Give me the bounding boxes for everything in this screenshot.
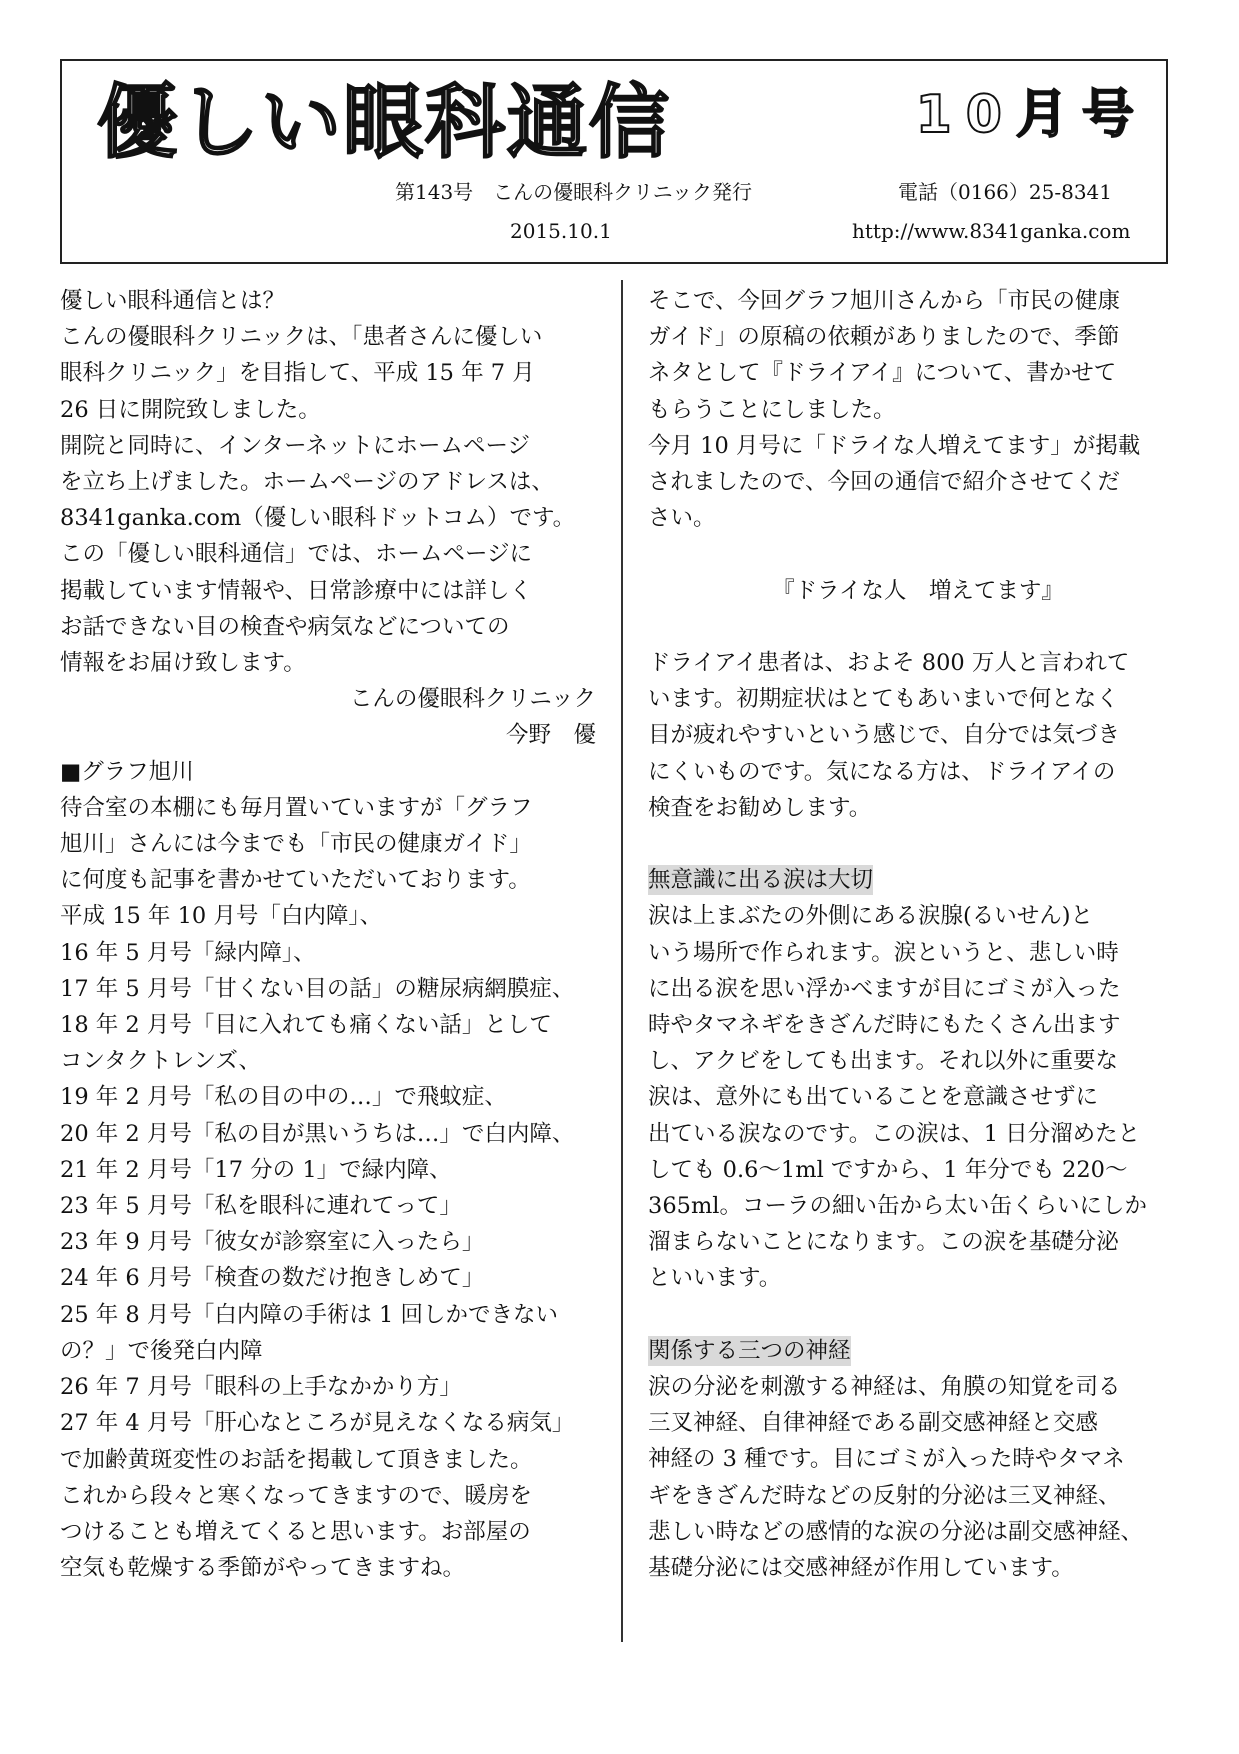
text-line: ネタとして『ドライアイ』について、書かせて xyxy=(648,360,1117,387)
signature-clinic: こんの優眼科クリニック xyxy=(349,686,596,713)
newsletter-title: 優しい眼科通信 xyxy=(97,76,671,169)
text-line: 21 年 2 月号「17 分の 1」で緑内障、 xyxy=(60,1156,452,1183)
text-line: にくいものです。気になる方は、ドライアイの xyxy=(648,758,1116,785)
text-line: こんの優眼科クリニックは、「患者さんに優しい xyxy=(60,324,543,351)
signature-name: 今野 優 xyxy=(505,722,596,749)
text-line: 時やタマネギをきざんだ時にもたくさん出ます xyxy=(648,1012,1121,1039)
text-line: 涙は、意外にも出ていることを意識させずに xyxy=(648,1084,1099,1111)
text-line: 平成 15 年 10 月号「白内障」、 xyxy=(60,903,383,930)
text-line: 25 年 8 月号「白内障の手術は 1 回しかできない xyxy=(60,1301,559,1328)
text-line: 目が疲れやすいという感じで、自分では気づき xyxy=(648,722,1121,749)
text-line: 26 年 7 月号「眼科の上手なかかり方」 xyxy=(60,1374,462,1401)
text-line: 空気も乾燥する季節がやってきますね。 xyxy=(60,1555,466,1582)
subhead-nerves: 関係する三つの神経 xyxy=(648,1337,851,1364)
text-line: 開院と同時に、インターネットにホームページ xyxy=(60,432,531,459)
nerves-section xyxy=(648,1369,1188,1586)
website-url[interactable]: http://www.8341ganka.com xyxy=(852,219,1131,243)
text-line: ドライアイ患者は、およそ 800 万人と言われて xyxy=(648,650,1130,676)
text-line: お話できない目の検査や病気などについての xyxy=(60,613,510,640)
text-line: 悲しい時などの感情的な涙の分泌は副交感神経、 xyxy=(648,1518,1144,1545)
right-intro-section xyxy=(648,283,1188,536)
issue-date: 2015.10.1 xyxy=(510,219,612,243)
issue-month: 10月号 xyxy=(915,85,1148,145)
subhead-tears: 無意識に出る涙は大切 xyxy=(648,867,874,894)
text-line: 18 年 2 月号「目に入れても痛くない話」として xyxy=(60,1012,552,1039)
text-line: 情報をお届け致します。 xyxy=(60,650,306,677)
text-line: 旭川」さんには今までも「市民の健康ガイド」 xyxy=(60,831,532,858)
text-line: ガイド」の原稿の依頼がありましたので、季節 xyxy=(648,324,1120,351)
graph-asahikawa-section xyxy=(60,790,600,1586)
text-line: 16 年 5 月号「緑内障」、 xyxy=(60,939,316,966)
tears-section xyxy=(648,898,1188,1296)
masthead xyxy=(60,59,1168,264)
issue-number-publisher: 第143号 こんの優眼科クリニック発行 xyxy=(395,180,752,204)
text-line: しても 0.6～1ml ですから、1 年分でも 220～ xyxy=(648,1156,1128,1183)
text-line: し、アクビをしても出ます。それ以外に重要な xyxy=(648,1048,1119,1075)
text-line: 出ている涙なのです。この涙は、1 日分溜めたと xyxy=(648,1120,1141,1147)
text-line: で加齢黄斑変性のお話を掲載して頂きました。 xyxy=(60,1446,533,1473)
text-line: 眼科クリニック」を目指して、平成 15 年 7 月 xyxy=(60,360,535,387)
text-line: 基礎分泌には交感神経が作用しています。 xyxy=(648,1555,1074,1582)
text-line: 27 年 4 月号「肝心なところが見えなくなる病気」 xyxy=(60,1410,575,1437)
text-line: そこで、今回グラフ旭川さんから「市民の健康 xyxy=(648,288,1121,314)
article-title: 『ドライな人 増えてます』 xyxy=(772,577,1064,604)
text-line: 26 日に開院致しました。 xyxy=(60,396,321,423)
text-line: 溜まらないことになります。この涙を基礎分泌 xyxy=(648,1229,1119,1256)
phone-number: 電話（0166）25-8341 xyxy=(898,180,1113,204)
text-line: に出る涙を思い浮かべますが目にゴミが入った xyxy=(648,975,1121,1002)
text-line: 19 年 2 月号「私の目の中の…」で飛蚊症、 xyxy=(60,1084,507,1111)
text-line: 涙は上まぶたの外側にある涙腺(るいせん)と xyxy=(648,903,1094,930)
text-line: 24 年 6 月号「検査の数だけ抱きしめて」 xyxy=(60,1265,485,1292)
section-title-graph-asahikawa: ■グラフ旭川 xyxy=(60,758,194,785)
intro-section xyxy=(60,283,600,681)
text-line: います。初期症状はとてもあいまいで何となく xyxy=(648,686,1119,713)
left-column xyxy=(60,283,600,1586)
text-line: 待合室の本棚にも毎月置いていますが「グラフ xyxy=(60,794,533,821)
text-line: 8341ganka.com（優しい眼科ドットコム）です。 xyxy=(60,505,576,532)
text-line: さい。 xyxy=(648,505,716,532)
text-line: を立ち上げました。ホームページのアドレスは、 xyxy=(60,469,554,496)
text-line: 今月 10 月号に「ドライな人増えてます」が掲載 xyxy=(648,432,1141,459)
text-line: に何度も記事を書かせていただいております。 xyxy=(60,867,531,894)
column-divider xyxy=(621,280,623,1642)
text-line: 掲載しています情報や、日常診療中には詳しく xyxy=(60,577,533,604)
text-line: もらうことにしました。 xyxy=(648,396,896,423)
text-line: 優しい眼科通信とは？ xyxy=(60,288,286,314)
text-line: 23 年 5 月号「私を眼科に連れてって」 xyxy=(60,1193,462,1220)
text-line: 23 年 9 月号「彼女が診察室に入ったら」 xyxy=(60,1229,485,1256)
text-line: つけることも増えてくると思います。お部屋の xyxy=(60,1518,531,1545)
text-line: 三叉神経、自律神経である副交感神経と交感 xyxy=(648,1410,1099,1437)
text-line: 20 年 2 月号「私の目が黒いうちは…」で白内障、 xyxy=(60,1120,575,1147)
text-line: 涙の分泌を刺激する神経は、角膜の知覚を司る xyxy=(648,1374,1121,1401)
text-line: 神経の 3 種です。目にゴミが入った時やタマネ xyxy=(648,1446,1125,1473)
text-line: 検査をお勧めします。 xyxy=(648,794,872,821)
text-line: の？」で後発白内障 xyxy=(60,1337,263,1364)
article-body xyxy=(648,645,1188,826)
text-line: ギをきざんだ時などの反射的分泌は三叉神経、 xyxy=(648,1482,1121,1509)
text-line: されましたので、今回の通信で紹介させてくだ xyxy=(648,469,1121,496)
text-line: この「優しい眼科通信」では、ホームページに xyxy=(60,541,533,568)
text-line: コンタクトレンズ、 xyxy=(60,1048,262,1075)
text-line: 365ml。コーラの細い缶から太い缶くらいにしか xyxy=(648,1193,1147,1220)
right-column xyxy=(648,283,1188,1586)
text-line: いう場所で作られます。涙というと、悲しい時 xyxy=(648,939,1119,966)
text-line: 17 年 5 月号「甘くない目の話」の糖尿病網膜症、 xyxy=(60,975,575,1002)
text-line: といいます。 xyxy=(648,1265,782,1292)
text-line: これから段々と寒くなってきますので、暖房を xyxy=(60,1482,533,1509)
